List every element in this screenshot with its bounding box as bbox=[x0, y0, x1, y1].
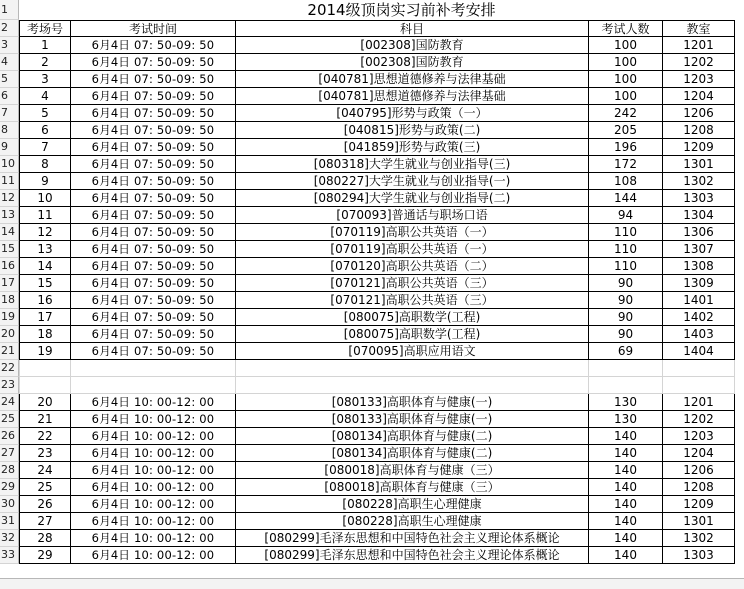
cell-classroom[interactable]: 1303 bbox=[663, 190, 735, 207]
cell-room-no[interactable]: 2 bbox=[19, 54, 71, 71]
row-header[interactable]: 13 bbox=[0, 207, 19, 224]
cell-subject[interactable]: [080133]高职体育与健康(一) bbox=[236, 411, 589, 428]
header-exam-time[interactable]: 考试时间 bbox=[71, 20, 236, 37]
row-header[interactable]: 31 bbox=[0, 513, 19, 530]
sheet-title[interactable]: 2014级顶岗实习前补考安排 bbox=[307, 1, 496, 19]
cell-subject[interactable]: [080228]高职生心理健康 bbox=[236, 496, 589, 513]
cell-classroom[interactable]: 1302 bbox=[663, 530, 735, 547]
cell-classroom[interactable]: 1202 bbox=[663, 411, 735, 428]
row-header[interactable]: 15 bbox=[0, 241, 19, 258]
row-header[interactable]: 23 bbox=[0, 377, 19, 394]
table-row bbox=[0, 224, 744, 241]
table-row bbox=[0, 71, 744, 88]
group-late-morning bbox=[0, 394, 744, 564]
table-row bbox=[0, 513, 744, 530]
cell-count[interactable]: 90 bbox=[589, 292, 663, 309]
cell-subject[interactable]: [080018]高职体育与健康（三） bbox=[236, 462, 589, 479]
cell-exam-time[interactable]: 6月4日 07: 50-09: 50 bbox=[71, 224, 236, 241]
table-row bbox=[0, 496, 744, 513]
table-row bbox=[0, 258, 744, 275]
row-header[interactable]: 14 bbox=[0, 224, 19, 241]
cell-subject[interactable]: [002308]国防教育 bbox=[236, 54, 589, 71]
table-row bbox=[0, 530, 744, 547]
cell-count[interactable]: 90 bbox=[589, 275, 663, 292]
table-row bbox=[0, 428, 744, 445]
cell-subject[interactable]: [070120]高职公共英语（二） bbox=[236, 258, 589, 275]
cell-classroom[interactable]: 1307 bbox=[663, 241, 735, 258]
cell-room-no[interactable]: 8 bbox=[19, 156, 71, 173]
cell-subject[interactable]: [040795]形势与政策（一） bbox=[236, 105, 589, 122]
cell-room-no[interactable]: 28 bbox=[19, 530, 71, 547]
cell-exam-time[interactable]: 6月4日 07: 50-09: 50 bbox=[71, 241, 236, 258]
cell-subject[interactable]: [080133]高职体育与健康(一) bbox=[236, 394, 589, 411]
cell-subject[interactable]: [070121]高职公共英语（三） bbox=[236, 275, 589, 292]
cell-room-no[interactable]: 10 bbox=[19, 190, 71, 207]
cell-room-no[interactable]: 24 bbox=[19, 462, 71, 479]
row-header[interactable]: 10 bbox=[0, 156, 19, 173]
row-header[interactable]: 6 bbox=[0, 88, 19, 105]
row-header[interactable]: 4 bbox=[0, 54, 19, 71]
row-header[interactable]: 11 bbox=[0, 173, 19, 190]
cell-count[interactable]: 140 bbox=[589, 496, 663, 513]
cell-room-no[interactable]: 29 bbox=[19, 547, 71, 564]
cell-room-no[interactable]: 3 bbox=[19, 71, 71, 88]
cell-room-no[interactable]: 25 bbox=[19, 479, 71, 496]
table-row bbox=[0, 54, 744, 71]
cell-room-no[interactable]: 7 bbox=[19, 139, 71, 156]
table-row bbox=[0, 411, 744, 428]
cell-classroom[interactable]: 1204 bbox=[663, 88, 735, 105]
cell-classroom[interactable]: 1203 bbox=[663, 428, 735, 445]
cell-count[interactable]: 242 bbox=[589, 105, 663, 122]
cell-count[interactable]: 140 bbox=[589, 547, 663, 564]
cell-classroom[interactable] bbox=[663, 377, 735, 394]
cell-classroom[interactable]: 1201 bbox=[663, 37, 735, 54]
cell-subject[interactable]: [040781]思想道德修养与法律基础 bbox=[236, 88, 589, 105]
row-header[interactable]: 28 bbox=[0, 462, 19, 479]
cell-count[interactable]: 100 bbox=[589, 88, 663, 105]
table-row bbox=[0, 394, 744, 411]
cell-exam-time[interactable]: 6月4日 07: 50-09: 50 bbox=[71, 190, 236, 207]
table-row bbox=[0, 139, 744, 156]
row-header[interactable]: 27 bbox=[0, 445, 19, 462]
cell-exam-time[interactable]: 6月4日 07: 50-09: 50 bbox=[71, 54, 236, 71]
cell-count[interactable]: 144 bbox=[589, 190, 663, 207]
cell-classroom[interactable]: 1208 bbox=[663, 122, 735, 139]
cell-count[interactable] bbox=[589, 377, 663, 394]
cell-subject[interactable]: [041859]形势与政策(三) bbox=[236, 139, 589, 156]
cell-room-no[interactable] bbox=[19, 377, 71, 394]
cell-room-no[interactable]: 5 bbox=[19, 105, 71, 122]
row-header[interactable]: 25 bbox=[0, 411, 19, 428]
cell-count[interactable]: 94 bbox=[589, 207, 663, 224]
row-header[interactable]: 1 bbox=[0, 0, 19, 20]
cell-count[interactable]: 90 bbox=[589, 326, 663, 343]
table-row bbox=[0, 241, 744, 258]
row-header[interactable]: 12 bbox=[0, 190, 19, 207]
cell-subject[interactable]: [080299]毛泽东思想和中国特色社会主义理论体系概论 bbox=[236, 530, 589, 547]
cell-subject[interactable]: [080134]高职体育与健康(二) bbox=[236, 445, 589, 462]
cell-exam-time[interactable]: 6月4日 07: 50-09: 50 bbox=[71, 258, 236, 275]
row-header[interactable]: 18 bbox=[0, 292, 19, 309]
table-row bbox=[0, 326, 744, 343]
cell-classroom[interactable] bbox=[663, 360, 735, 377]
table-row bbox=[0, 479, 744, 496]
cell-exam-time[interactable] bbox=[71, 360, 236, 377]
cell-room-no[interactable]: 6 bbox=[19, 122, 71, 139]
cell-subject[interactable]: [070121]高职公共英语（三） bbox=[236, 292, 589, 309]
table-row bbox=[0, 105, 744, 122]
cell-exam-time[interactable]: 6月4日 10: 00-12: 00 bbox=[71, 513, 236, 530]
table-row bbox=[0, 37, 744, 54]
cell-count[interactable]: 140 bbox=[589, 530, 663, 547]
cell-exam-time[interactable]: 6月4日 07: 50-09: 50 bbox=[71, 309, 236, 326]
row-header[interactable]: 2 bbox=[0, 20, 19, 37]
cell-classroom[interactable]: 1308 bbox=[663, 258, 735, 275]
table-row bbox=[0, 207, 744, 224]
row-header[interactable]: 7 bbox=[0, 105, 19, 122]
cell-count[interactable]: 130 bbox=[589, 394, 663, 411]
cell-room-no[interactable] bbox=[19, 360, 71, 377]
cell-classroom[interactable]: 1309 bbox=[663, 275, 735, 292]
table-row bbox=[0, 292, 744, 309]
cell-count[interactable]: 140 bbox=[589, 462, 663, 479]
cell-room-no[interactable]: 13 bbox=[19, 241, 71, 258]
cell-subject[interactable]: [080318]大学生就业与创业指导(三) bbox=[236, 156, 589, 173]
empty-rows bbox=[0, 360, 744, 394]
row-header[interactable]: 33 bbox=[0, 547, 19, 564]
cell-room-no[interactable]: 22 bbox=[19, 428, 71, 445]
cell-count[interactable]: 110 bbox=[589, 224, 663, 241]
empty-row bbox=[0, 360, 744, 377]
row-header[interactable]: 22 bbox=[0, 360, 19, 377]
cell-classroom[interactable]: 1206 bbox=[663, 462, 735, 479]
title-row bbox=[0, 0, 744, 20]
cell-exam-time[interactable]: 6月4日 07: 50-09: 50 bbox=[71, 326, 236, 343]
row-header[interactable]: 8 bbox=[0, 122, 19, 139]
cell-exam-time[interactable]: 6月4日 07: 50-09: 50 bbox=[71, 37, 236, 54]
table-row bbox=[0, 88, 744, 105]
table-row bbox=[0, 275, 744, 292]
cell-room-no[interactable]: 20 bbox=[19, 394, 71, 411]
row-header[interactable]: 9 bbox=[0, 139, 19, 156]
cell-exam-time[interactable]: 6月4日 10: 00-12: 00 bbox=[71, 496, 236, 513]
cell-count[interactable]: 140 bbox=[589, 513, 663, 530]
cell-count[interactable]: 205 bbox=[589, 122, 663, 139]
cell-classroom[interactable]: 1206 bbox=[663, 105, 735, 122]
cell-subject[interactable]: [080227]大学生就业与创业指导(一) bbox=[236, 173, 589, 190]
cell-exam-time[interactable]: 6月4日 07: 50-09: 50 bbox=[71, 105, 236, 122]
cell-subject[interactable] bbox=[236, 377, 589, 394]
row-header[interactable]: 21 bbox=[0, 343, 19, 360]
row-header[interactable]: 24 bbox=[0, 394, 19, 411]
table-row bbox=[0, 462, 744, 479]
table-row bbox=[0, 156, 744, 173]
cell-subject[interactable]: [080075]高职数学(工程) bbox=[236, 326, 589, 343]
cell-count[interactable]: 140 bbox=[589, 445, 663, 462]
cell-subject[interactable]: [080294]大学生就业与创业指导(二) bbox=[236, 190, 589, 207]
cell-subject[interactable]: [070095]高职应用语文 bbox=[236, 343, 589, 360]
header-room-no[interactable]: 考场号 bbox=[19, 20, 71, 37]
cell-subject[interactable]: [070119]高职公共英语（一） bbox=[236, 241, 589, 258]
row-header[interactable]: 19 bbox=[0, 309, 19, 326]
table-row bbox=[0, 309, 744, 326]
cell-count[interactable]: 172 bbox=[589, 156, 663, 173]
cell-count[interactable]: 130 bbox=[589, 411, 663, 428]
cell-subject[interactable]: [080228]高职生心理健康 bbox=[236, 513, 589, 530]
cell-count[interactable]: 100 bbox=[589, 71, 663, 88]
cell-exam-time[interactable]: 6月4日 10: 00-12: 00 bbox=[71, 530, 236, 547]
cell-room-no[interactable]: 21 bbox=[19, 411, 71, 428]
cell-count[interactable]: 140 bbox=[589, 479, 663, 496]
cell-exam-time[interactable]: 6月4日 07: 50-09: 50 bbox=[71, 88, 236, 105]
cell-room-no[interactable]: 1 bbox=[19, 37, 71, 54]
group-morning bbox=[0, 37, 744, 360]
table-row bbox=[0, 343, 744, 360]
cell-count[interactable]: 100 bbox=[589, 37, 663, 54]
cell-room-no[interactable]: 19 bbox=[19, 343, 71, 360]
cell-exam-time[interactable]: 6月4日 07: 50-09: 50 bbox=[71, 139, 236, 156]
cell-exam-time[interactable]: 6月4日 07: 50-09: 50 bbox=[71, 343, 236, 360]
cell-room-no[interactable]: 18 bbox=[19, 326, 71, 343]
cell-count[interactable]: 100 bbox=[589, 54, 663, 71]
cell-classroom[interactable]: 1304 bbox=[663, 207, 735, 224]
cell-classroom[interactable]: 1404 bbox=[663, 343, 735, 360]
row-header[interactable]: 5 bbox=[0, 71, 19, 88]
cell-exam-time[interactable]: 6月4日 10: 00-12: 00 bbox=[71, 479, 236, 496]
cell-exam-time[interactable] bbox=[71, 377, 236, 394]
row-header[interactable]: 16 bbox=[0, 258, 19, 275]
header-row bbox=[0, 20, 744, 37]
row-header[interactable]: 26 bbox=[0, 428, 19, 445]
header-subject[interactable]: 科目 bbox=[236, 20, 589, 37]
cell-exam-time[interactable]: 6月4日 07: 50-09: 50 bbox=[71, 71, 236, 88]
cell-classroom[interactable]: 1301 bbox=[663, 156, 735, 173]
cell-room-no[interactable]: 16 bbox=[19, 292, 71, 309]
cell-count[interactable]: 196 bbox=[589, 139, 663, 156]
cell-subject[interactable] bbox=[236, 360, 589, 377]
row-header[interactable]: 17 bbox=[0, 275, 19, 292]
cell-exam-time[interactable]: 6月4日 07: 50-09: 50 bbox=[71, 173, 236, 190]
cell-count[interactable] bbox=[589, 360, 663, 377]
cell-count[interactable]: 108 bbox=[589, 173, 663, 190]
cell-exam-time[interactable]: 6月4日 10: 00-12: 00 bbox=[71, 411, 236, 428]
row-header[interactable]: 20 bbox=[0, 326, 19, 343]
cell-exam-time[interactable]: 6月4日 07: 50-09: 50 bbox=[71, 207, 236, 224]
cell-classroom[interactable]: 1302 bbox=[663, 173, 735, 190]
cell-exam-time[interactable]: 6月4日 07: 50-09: 50 bbox=[71, 156, 236, 173]
cell-exam-time[interactable]: 6月4日 07: 50-09: 50 bbox=[71, 292, 236, 309]
cell-exam-time[interactable]: 6月4日 10: 00-12: 00 bbox=[71, 462, 236, 479]
cell-room-no[interactable]: 15 bbox=[19, 275, 71, 292]
cell-count[interactable]: 110 bbox=[589, 258, 663, 275]
cell-classroom[interactable]: 1301 bbox=[663, 513, 735, 530]
cell-room-no[interactable]: 23 bbox=[19, 445, 71, 462]
cell-classroom[interactable]: 1208 bbox=[663, 479, 735, 496]
row-header[interactable]: 32 bbox=[0, 530, 19, 547]
cell-subject[interactable]: [080075]高职数学(工程) bbox=[236, 309, 589, 326]
cell-classroom[interactable]: 1209 bbox=[663, 139, 735, 156]
cell-subject[interactable]: [080299]毛泽东思想和中国特色社会主义理论体系概论 bbox=[236, 547, 589, 564]
cell-exam-time[interactable]: 6月4日 07: 50-09: 50 bbox=[71, 122, 236, 139]
cell-count[interactable]: 140 bbox=[589, 428, 663, 445]
cell-room-no[interactable]: 4 bbox=[19, 88, 71, 105]
cell-classroom[interactable]: 1209 bbox=[663, 496, 735, 513]
cell-classroom[interactable]: 1401 bbox=[663, 292, 735, 309]
cell-classroom[interactable]: 1203 bbox=[663, 71, 735, 88]
table-row bbox=[0, 547, 744, 564]
cell-subject[interactable]: [040781]思想道德修养与法律基础 bbox=[236, 71, 589, 88]
cell-subject[interactable]: [070093]普通话与职场口语 bbox=[236, 207, 589, 224]
table-row bbox=[0, 122, 744, 139]
table-row bbox=[0, 445, 744, 462]
cell-subject[interactable]: [002308]国防教育 bbox=[236, 37, 589, 54]
cell-exam-time[interactable]: 6月4日 10: 00-12: 00 bbox=[71, 394, 236, 411]
sheet-bottom-bar bbox=[0, 578, 744, 589]
cell-exam-time[interactable]: 6月4日 07: 50-09: 50 bbox=[71, 275, 236, 292]
cell-subject[interactable]: [080018]高职体育与健康（三） bbox=[236, 479, 589, 496]
cell-room-no[interactable]: 9 bbox=[19, 173, 71, 190]
cell-room-no[interactable]: 26 bbox=[19, 496, 71, 513]
table-row bbox=[0, 173, 744, 190]
cell-room-no[interactable]: 14 bbox=[19, 258, 71, 275]
empty-row bbox=[0, 377, 744, 394]
cell-count[interactable]: 110 bbox=[589, 241, 663, 258]
cell-room-no[interactable]: 27 bbox=[19, 513, 71, 530]
cell-exam-time[interactable]: 6月4日 10: 00-12: 00 bbox=[71, 428, 236, 445]
cell-count[interactable]: 69 bbox=[589, 343, 663, 360]
cell-exam-time[interactable]: 6月4日 10: 00-12: 00 bbox=[71, 547, 236, 564]
cell-classroom[interactable]: 1403 bbox=[663, 326, 735, 343]
cell-subject[interactable]: [040815]形势与政策(二) bbox=[236, 122, 589, 139]
header-count[interactable]: 考试人数 bbox=[589, 20, 663, 37]
cell-classroom[interactable]: 1306 bbox=[663, 224, 735, 241]
header-classroom[interactable]: 教室 bbox=[663, 20, 735, 37]
cell-room-no[interactable]: 17 bbox=[19, 309, 71, 326]
cell-room-no[interactable]: 11 bbox=[19, 207, 71, 224]
cell-subject[interactable]: [080134]高职体育与健康(二) bbox=[236, 428, 589, 445]
row-header[interactable]: 29 bbox=[0, 479, 19, 496]
cell-count[interactable]: 90 bbox=[589, 309, 663, 326]
row-header[interactable]: 3 bbox=[0, 37, 19, 54]
cell-classroom[interactable]: 1202 bbox=[663, 54, 735, 71]
row-header[interactable]: 30 bbox=[0, 496, 19, 513]
cell-room-no[interactable]: 12 bbox=[19, 224, 71, 241]
cell-classroom[interactable]: 1204 bbox=[663, 445, 735, 462]
cell-subject[interactable]: [070119]高职公共英语（一） bbox=[236, 224, 589, 241]
table-row bbox=[0, 190, 744, 207]
cell-exam-time[interactable]: 6月4日 10: 00-12: 00 bbox=[71, 445, 236, 462]
cell-classroom[interactable]: 1201 bbox=[663, 394, 735, 411]
cell-classroom[interactable]: 1303 bbox=[663, 547, 735, 564]
cell-classroom[interactable]: 1402 bbox=[663, 309, 735, 326]
